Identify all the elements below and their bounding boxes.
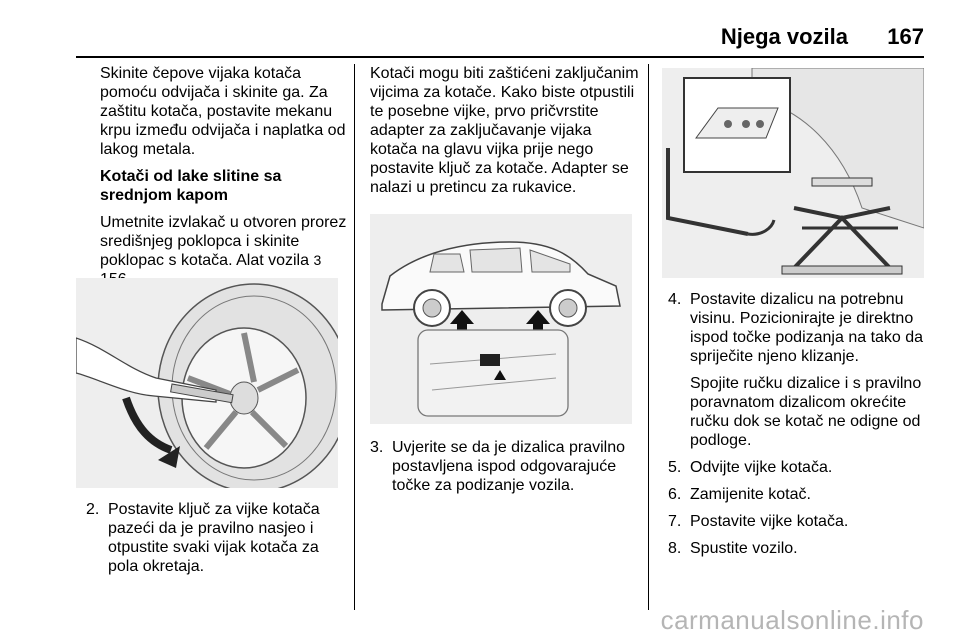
car-jacking-points-illustration [370, 214, 632, 424]
step-3: 3. Uvjerite se da je dizalica pravilno postavljena ispod odgovarajuće točke za podizanje vozila. [370, 439, 625, 494]
paragraph-locking-bolts: Kotači mogu biti zaštićeni zaključanim vijcima za kotače. Kako biste otpustili te posebne vijke, prvo pričvrstite adapter za zaključavanje vijaka kotača na glavu vijka prije nego postavite ključ za kotače. Adapter se nalazi u pretincu za rukavice. [370, 65, 639, 196]
column-2 [370, 64, 640, 205]
cross-reference-arrow-icon: 3 [313, 252, 322, 268]
paragraph-center-cap: Umetnite izvlakač u otvoren prorez središnjeg poklopca i skinite poklopac s kotača. Alat vozila 3 [100, 214, 347, 269]
paragraph-cap-removal: Skinite čepove vijaka kotača pomoću odvijača i skinite ga. Za zaštitu kotača, postavite mekanu krpu između odvijača i naplatka od lakog metala. [100, 65, 346, 158]
step-5: 5. Odvijte vijke kotača. [668, 459, 833, 476]
column-divider-2 [648, 64, 649, 610]
step-4-sub: Spojite ručku dizalice i s pravilno poravnatom dizalicom okrećite ručku dok se kotač ne odigne od podloge. [690, 375, 922, 449]
header-rule [76, 56, 924, 58]
step-7: 7. Postavite vijke kotača. [668, 513, 849, 530]
column-1 [100, 64, 348, 297]
column-3-steps [668, 290, 930, 566]
step-4: 4. Postavite dizalicu na potrebnu visinu. Pozicionirajte je direktno ispod točke podizanja na tako da spriječite njeno klizanje. Spojite ručku dizalice i s pravilno poravnatom dizalicom okrećite ručku dok se kotač ne odigne od podloge. [668, 290, 930, 450]
column-1-steps [86, 500, 348, 584]
column-2-steps [370, 438, 640, 503]
page-header [0, 24, 960, 52]
step-2: 2. Postavite ključ za vijke kotača pazeći da je pravilno nasjeo i otpustite svaki vijak kotača za pola okretaja. [86, 501, 320, 575]
page-number: 167 [887, 24, 924, 49]
watermark: carmanualsonline.info [660, 605, 924, 635]
section-title: Njega vozila [720, 24, 848, 49]
step-6: 6. Zamijenite kotač. [668, 486, 811, 503]
scissor-jack-illustration [662, 68, 924, 278]
column-divider-1 [354, 64, 355, 610]
wheel-removal-illustration [76, 278, 338, 488]
subheading-alloy-wheels: Kotači od lake slitine sa srednjom kapom [100, 168, 282, 204]
step-8: 8. Spustite vozilo. [668, 540, 798, 557]
